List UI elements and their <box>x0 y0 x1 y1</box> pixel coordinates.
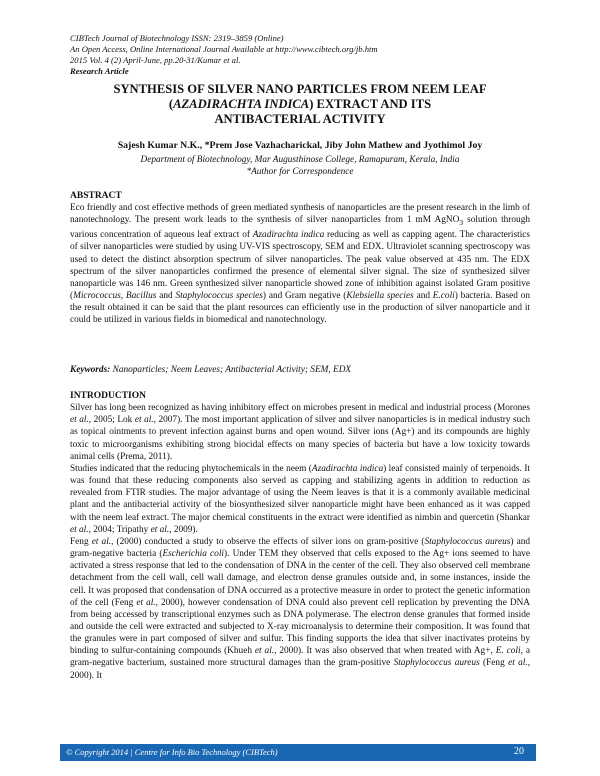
abstract-species: E.coli <box>432 291 455 302</box>
intro-paragraph-2 <box>70 463 530 536</box>
title-paren: ( <box>168 97 174 111</box>
journal-header <box>70 33 378 77</box>
title-line-2-rest: ) EXTRACT AND ITS <box>309 97 432 111</box>
text-run: , 2005; Lok <box>88 415 135 426</box>
intro-paragraph-3 <box>70 536 530 682</box>
text-run: ). Under TEM they observed that cells exposed to the Ag+ ions seemed to have activated a stress response that led to the condensation of DNA in the center of the cell. They also observed cell membrane detachment from the cell wall, cell wall damage, and electron dense granules outside and, in some instances, inside the cell. It was proposed that condensation of DNA occurred as a protective measure in order to protect the genetic information of the cell (Feng <box>70 549 530 608</box>
abstract-subscript: 3 <box>459 218 464 228</box>
intro-paragraph-1 <box>70 402 530 463</box>
abstract-part: solution through various concentration of aqueous leaf extract of <box>70 215 530 241</box>
abstract-species: Azadirachta indica <box>252 230 325 241</box>
text-run: , 2004; Tripathy <box>88 524 151 535</box>
text-run: , 2000). It <box>70 658 531 681</box>
text-run: Feng <box>70 536 92 547</box>
keywords-text: Nanoparticles; Neem Leaves; Antibacterial Activity; SEM, EDX <box>110 365 352 375</box>
abstract-part: , <box>120 291 126 302</box>
et-al: et al. <box>150 524 170 535</box>
abstract-part: ) and Gram negative ( <box>262 291 347 302</box>
abstract-species: Micrococcus <box>73 291 121 302</box>
title-species: AZADIRACHTA INDICA <box>173 97 310 111</box>
introduction-heading: INTRODUCTION <box>70 391 147 401</box>
et-al: et al. <box>136 597 156 608</box>
species-name: Staphylococcus aureus <box>393 658 480 669</box>
abstract-heading: ABSTRACT <box>70 191 122 201</box>
text-run: , 2009). <box>169 524 198 535</box>
abstract-part: Eco friendly and cost effective methods of green mediated synthesis of nanoparticles are the present research in the limb of nanotechnology. The present work leads to the synthesis of silver nanoparticles from 1 mM AgNO <box>70 203 530 226</box>
author-list: Sajesh Kumar N.K., *Prem Jose Vazhacharickal, Jiby John Mathew and Jyothimol Joy <box>117 140 483 151</box>
keywords <box>70 364 530 376</box>
journal-line: CIBTech Journal of Biotechnology ISSN: 2319–3859 (Online) <box>70 33 284 43</box>
species-name: Azadirachta indica <box>311 463 384 474</box>
text-run: , 2000), however condensation of DNA could also prevent cell replication by preventing the DNA from being accessed by transcriptional enzymes such as DNA polymerase. The electron dense granules that formed inside and outside the cell were extracted and subjected to X-ray microanalysis to determine their composition. It was found that the granules were in part composed of silver and sulfur. This finding supports the idea that silver inactivates proteins by binding to sulfur-containing compounds (Khueh <box>70 597 531 657</box>
text-run: Silver has long been recognized as having inhibitory effect on microbes present in medical and industrial process (Morones <box>70 403 530 414</box>
text-run: Studies indicated that the reducing phytochemicals in the neem ( <box>70 463 312 474</box>
species-name: Staphylococcus aureus <box>424 536 511 547</box>
abstract-section <box>70 190 530 327</box>
abstract-part: ) bacteria. Based on the result obtained it can be said that the plant resources can efficiently use in the production of silver nanoparticle and it could be utilized in various fields in biomedical and nanotechnology. <box>70 291 531 326</box>
footer-bar <box>60 744 536 761</box>
introduction-section <box>70 390 530 682</box>
copyright-text: © Copyright 2014 | Centre for Info Bio Technology (CIBTech) <box>66 747 278 757</box>
title-line-3: ANTIBACTERIAL ACTIVITY <box>214 112 386 126</box>
keywords-label: Keywords: <box>70 365 111 375</box>
abstract-part: and <box>156 291 176 302</box>
title-line-2 <box>40 97 560 112</box>
abstract-species: Bacillus <box>125 291 157 302</box>
article-type: Research Article <box>70 66 129 76</box>
species-name: Escherichia coli <box>162 549 224 560</box>
et-al: et al. <box>254 646 275 657</box>
abstract-part: reducing as well as capping agent. The characteristics of silver nanoparticles were studied by using UV-VIS spectroscopy, SEM and EDX. Ultraviolet scanning spectroscopy was used to detect the distinct absorption spectrum of silver nanoparticles. The peak value observed at 435 nm. The EDX spectrum of the silver nanoparticles confirmed the presence of elemental silver signal. The size of synthesized silver nanoparticle was 146 nm. Green synthesized silver nanoparticle showed zone of inhibition against isolated Gram positive ( <box>70 230 531 302</box>
volume-line: 2015 Vol. 4 (2) April-June, pp.20-31/Kumar et al. <box>70 55 241 65</box>
et-al: et al. <box>508 658 528 669</box>
abstract-text <box>70 202 530 326</box>
department: Department of Biotechnology, Mar Augusthinose College, Ramapuram, Kerala, India <box>140 155 460 165</box>
title-line-1: SYNTHESIS OF SILVER NANO PARTICLES FROM NEEM LEAF <box>113 82 487 96</box>
abstract-species: Klebsiella species <box>346 291 414 302</box>
text-run: (Feng <box>479 658 509 669</box>
correspondence-note: *Author for Correspondence <box>246 167 354 177</box>
affiliation <box>40 154 560 178</box>
et-al: et al. <box>70 524 89 535</box>
access-line: An Open Access, Online International Journal Available at http://www.cibtech.org/jb.htm <box>70 44 378 54</box>
et-al: et al. <box>70 415 89 426</box>
abstract-part: and <box>413 291 433 302</box>
paper-title <box>40 82 560 127</box>
page-number: 20 <box>514 746 524 757</box>
abstract-species: Staphylococcus species <box>175 291 263 302</box>
text-run: ) leaf consisted mainly of terpenoids. It was found that these reducing components also served as capping and stabilizing agents in addition to reduction as revealed from FTIR studies. The major advantage of using the Neem leaves is that it is a commonly available medicinal plant and the antibacterial activity of the biosynthesized silver nanoparticle might have been enhanced as it was capped with the neem leaf extract. The major chemical constituents in the extract were identified as nimbin and quercetin (Shankar <box>70 463 530 523</box>
text-run: ) and gram-negative bacteria ( <box>70 536 530 560</box>
text-run: , (2000) conducted a study to observe the effects of silver ions on gram-positive ( <box>111 536 425 547</box>
text-run: , 2007). The most important application of silver and silver nanoparticles is in medical industry such as topical ointments to prevent infection against burns and open wound. Silver ions (Ag+) and its compounds are highly toxic to microorganisms exhibiting strong biocidal effects on many species of bacteria but have a low toxicity towards animal cells (Prema, 2011). <box>70 415 531 462</box>
species-name: E. coli <box>495 646 521 657</box>
text-run: , a gram-negative bacterium, sustained more structural damages than the gram-positive <box>70 646 530 669</box>
text-run: , 2000). It was also observed that when treated with Ag+, <box>274 646 496 657</box>
et-al: et al. <box>134 415 154 426</box>
et-al: et al. <box>91 536 112 547</box>
